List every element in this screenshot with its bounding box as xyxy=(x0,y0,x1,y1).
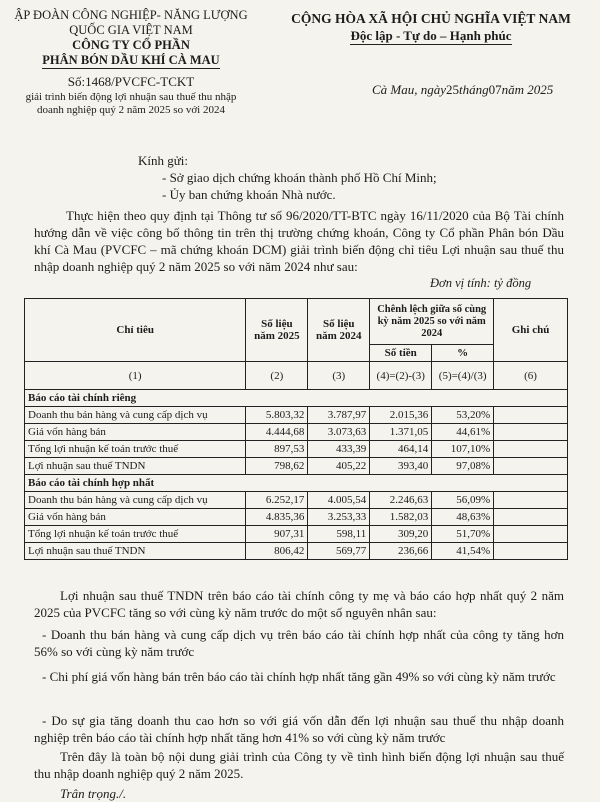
company-name-1: CÔNG TY CỔ PHẦN xyxy=(72,38,190,52)
intro-paragraph: Thực hiện theo quy định tại Thông tư số 96/2020/TT-BTC ngày 16/11/2020 của Bộ Tài chính hướng dẫn về việc công bố thông tin trên thị trường chứng khoán, Công ty Cổ phần Phân bón Dầu khí Cà Mau (PVCFC – mã chứng khoán DCM) giải trình biến động chỉ tiêu Lợi nhuận sau thuế thu nhập doanh nghiệp quý 2 năm 2025 so với năm 2024 như sau: xyxy=(34,208,564,274)
table-header-row xyxy=(25,299,568,345)
table-row: Giá vốn hàng bán 4.835,36 3.253,33 1.582,03 48,63% xyxy=(25,509,568,526)
subject-line-1: giải trình biến động lợi nhuận sau thuế thu nhập xyxy=(25,91,237,103)
document-date: Cà Mau, ngày25tháng07năm 2025 xyxy=(372,82,554,97)
table-row: Tổng lợi nhuận kế toán trước thuế 907,31 598,11 309,20 51,70% xyxy=(25,526,568,543)
bullet-3: - Do sự gia tăng doanh thu cao hơn so với giá vốn dẫn đến lợi nhuận sau thuế thu nhập doanh nghiệp trên báo cáo tài chính hợp nhất tăng hơn 41% so với cùng kỳ năm trước xyxy=(34,713,564,745)
col-header-diff: Chênh lệch giữa số cùng kỳ năm 2025 so với năm 2024 xyxy=(370,299,494,345)
col-header-note: Ghi chú xyxy=(494,299,568,362)
company-name-2: PHÂN BÓN DẦU KHÍ CÀ MAU xyxy=(42,53,220,67)
col-header-2025: Số liệu năm 2025 xyxy=(246,299,308,362)
table-row: Lợi nhuận sau thuế TNDN 798,62 405,22 393,40 97,08% xyxy=(25,458,568,475)
table-row: Lợi nhuận sau thuế TNDN 806,42 569,77 236,66 41,54% xyxy=(25,543,568,560)
national-header xyxy=(262,10,600,45)
col-header-pct: % xyxy=(432,345,494,362)
bullet-1: - Doanh thu bán hàng và cung cấp dịch vụ trên báo cáo tài chính hợp nhất của công ty tăng hơn 56% so với cùng kỳ năm trước xyxy=(34,627,564,659)
recipient-1: - Sở giao dịch chứng khoán thành phố Hồ Chí Minh; xyxy=(162,170,437,185)
recipients xyxy=(138,152,437,203)
closing-paragraph: Trên đây là toàn bộ nội dung giải trình của Công ty về tình hình biến động lợi nhuận sau thuế thu nhập doanh nghiệp quý 2 năm 2025. xyxy=(34,749,564,781)
col-header-sotien: Số tiền xyxy=(370,345,432,362)
table-row: Doanh thu bán hàng và cung cấp dịch vụ 5.803,32 3.787,97 2.015,36 53,20% xyxy=(25,407,568,424)
section-row-separate: Báo cáo tài chính riêng xyxy=(25,390,568,407)
col-header-2024: Số liệu năm 2024 xyxy=(308,299,370,362)
table-index-row: (1) (2) (3) (4)=(2)-(3) (5)=(4)/(3) (6) xyxy=(25,362,568,390)
subject-line-2: doanh nghiệp quý 2 năm 2025 so với 2024 xyxy=(37,104,225,116)
recipients-label: Kính gửi: xyxy=(138,153,189,168)
unit-label: Đơn vị tính: tỷ đồng xyxy=(430,276,532,290)
profit-table xyxy=(24,298,568,560)
parent-group-country: QUỐC GIA VIỆT NAM xyxy=(69,23,193,37)
motto: Độc lập - Tự do – Hạnh phúc xyxy=(350,28,512,43)
table-row: Tổng lợi nhuận kế toán trước thuế 897,53 433,39 464,14 107,10% xyxy=(25,441,568,458)
sign-off: Trân trọng./. xyxy=(60,786,127,801)
parent-group: ẬP ĐOÀN CÔNG NGHIỆP- NĂNG LƯỢNG xyxy=(14,8,248,22)
recipient-2: - Ủy ban chứng khoán Nhà nước. xyxy=(162,187,336,202)
table-row: Giá vốn hàng bán 4.444,68 3.073,63 1.371,05 44,61% xyxy=(25,424,568,441)
nation-title: CỘNG HÒA XÃ HỘI CHỦ NGHĨA VIỆT NAM xyxy=(291,11,571,26)
table-row: Doanh thu bán hàng và cung cấp dịch vụ 6.252,17 4.005,54 2.246,63 56,09% xyxy=(25,492,568,509)
org-header xyxy=(0,8,262,117)
col-header-chitieu: Chỉ tiêu xyxy=(25,299,246,362)
section-row-consolidated: Báo cáo tài chính hợp nhất xyxy=(25,475,568,492)
document-number: Số:1468/PVCFC-TCKT xyxy=(67,74,195,89)
bullet-2: - Chi phí giá vốn hàng bán trên báo cáo tài chính hợp nhất tăng gần 49% so với cùng kỳ năm trước xyxy=(42,669,556,684)
summary-paragraph: Lợi nhuận sau thuế TNDN trên báo cáo tài chính công ty mẹ và báo cáo hợp nhất quý 2 năm 2025 của PVCFC tăng so với cùng kỳ năm trước do một số nguyên nhân sau: xyxy=(34,588,564,620)
